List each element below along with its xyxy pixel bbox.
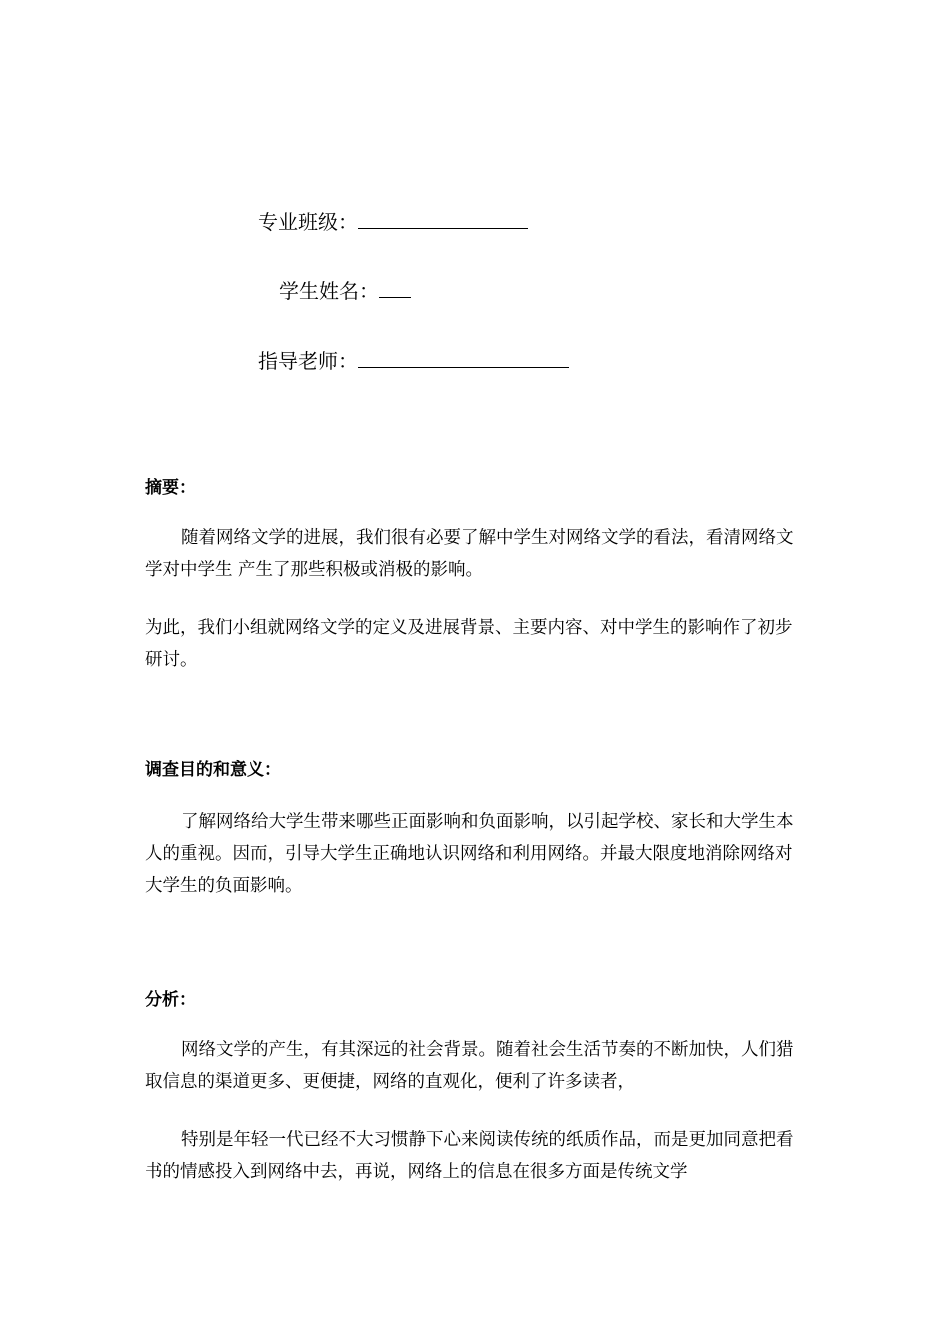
analysis-paragraph-1: 网络文学的产生，有其深远的社会背景。随着社会生活节奏的不断加快，人们猎取信息的渠道更多、更便捷，网络的直观化，便利了许多读者， <box>145 1040 794 1092</box>
purpose-heading: 调查目的和意义： <box>145 760 281 780</box>
abstract-paragraph-2: 为此，我们小组就网络文学的定义及进展背景、主要内容、对中学生的影响作了初步研讨。 <box>145 618 793 670</box>
analysis-heading: 分析： <box>145 990 196 1010</box>
student-name-blank[interactable] <box>379 277 411 298</box>
major-class-blank[interactable] <box>358 208 528 229</box>
advisor-blank[interactable] <box>358 347 569 368</box>
advisor-label: 指导老师： <box>258 349 358 373</box>
major-class-field[interactable] <box>258 208 528 236</box>
abstract-paragraph-1: 随着网络文学的进展，我们很有必要了解中学生对网络文学的看法，看清网络文学对中学生 产生了那些积极或消极的影响。 <box>145 528 794 580</box>
abstract-heading: 摘要： <box>145 478 196 498</box>
advisor-field[interactable] <box>258 347 569 375</box>
student-name-label: 学生姓名： <box>279 279 379 303</box>
purpose-paragraph-1: 了解网络给大学生带来哪些正面影响和负面影响，以引起学校、家长和大学生本人的重视。因而，引导大学生正确地认识网络和利用网络。并最大限度地消除网络对大学生的负面影响。 <box>145 812 794 896</box>
major-class-label: 专业班级： <box>258 210 358 234</box>
student-name-field[interactable] <box>279 277 411 305</box>
analysis-paragraph-2: 特别是年轻一代已经不大习惯静下心来阅读传统的纸质作品，而是更加同意把看书的情感投入到网络中去，再说，网络上的信息在很多方面是传统文学 <box>145 1130 794 1182</box>
